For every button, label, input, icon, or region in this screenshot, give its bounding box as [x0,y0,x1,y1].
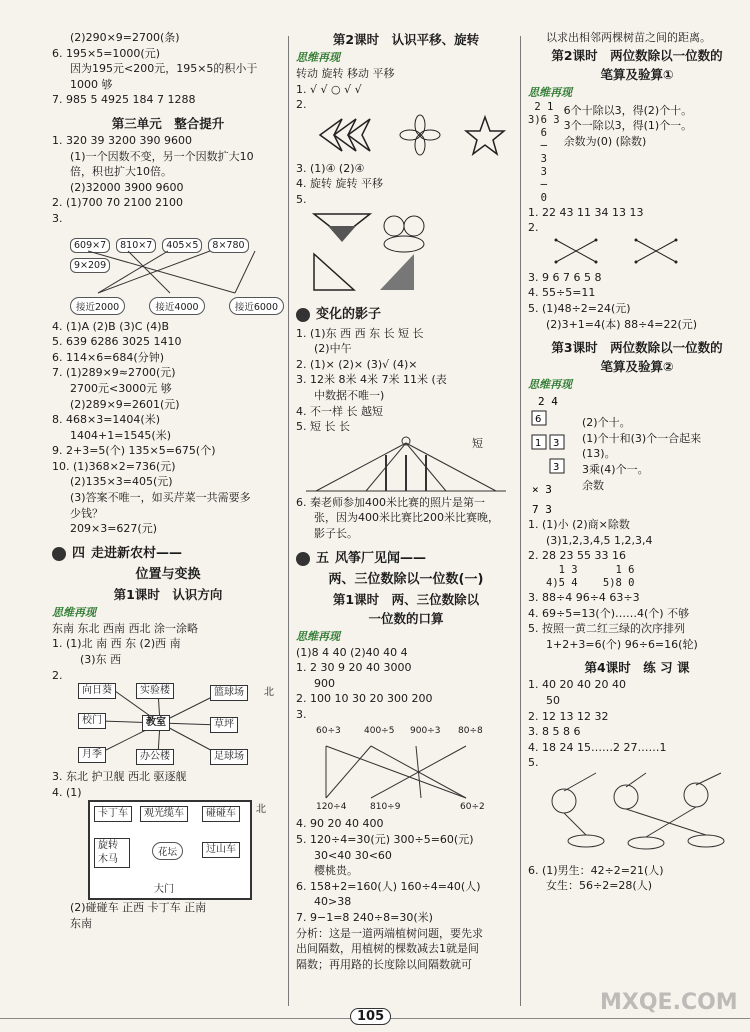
section-tag: 思维再现 [528,378,572,392]
fishing-cats-illustration [536,771,736,859]
text-line: 分析：这是一道两端植树问题，要先求 [296,926,483,940]
text-line: 5. 120÷4=30(元) 300÷5=60(元) [296,833,474,847]
text-line: 4. (1) [52,785,82,799]
cat-label: 400÷5 [364,726,395,737]
text-line: 9. 2+3=5(个) 135×5=675(个) [52,444,216,458]
section-tag: 思维再现 [52,605,96,619]
text-line: (3)1,2,3,4,5 1,2,3,4 [546,533,653,547]
direction-map [70,683,284,769]
text-line: 3. 9 6 7 6 5 8 [528,270,602,284]
map-cell: 向日葵 [78,683,116,699]
estimate-bubble: 接近6000 [229,297,284,315]
text-line: 因为195元<200元，195×5的积小于 [70,62,258,76]
section-header [296,304,516,326]
text-line: 4. 55÷5=11 [528,286,596,300]
long-division-1 [528,101,746,205]
lock-tag: 810×7 [116,238,156,253]
unit-subtitle: 两、三位数除以一位数(一) [328,571,484,587]
text-line: 5. (1)48÷2=24(元) [528,301,631,315]
transform-figures [310,208,490,294]
text-line: 2. 28 23 55 33 16 [528,549,626,563]
text-line: 倍，积也扩大10倍。 [70,165,172,179]
text-line: 1. 40 20 40 20 40 [528,678,626,692]
text-line: 5. [528,756,539,770]
text-line: 209×3=627(元) [70,522,158,536]
unit-title: 走进新农村—— [91,545,183,561]
division-note: (2)个十。 [582,416,631,430]
unit-title: 第三单元 整合提升 [111,115,225,131]
estimate-bubble: 接近2000 [70,297,125,315]
column-2 [296,30,516,972]
svg-text:3: 3 [553,438,560,450]
text-line: (1)一个因数不变，另一个因数扩大10 [70,149,254,163]
division-note: 3乘(4)个一。 [582,462,649,476]
unit-number: 四 [72,545,86,561]
text-line: (1)8 4 40 (2)40 40 4 [296,645,408,659]
text-line: 900 [314,676,335,690]
text-line: (2)碰碰车 正西 卡丁车 正南 [70,901,207,915]
text-line: 1. (1)小 (2)商×除数 [528,518,630,532]
text-line: 7. 985 5 4925 184 7 1288 [52,93,196,107]
text-line: 3. 东北 护卫舰 西北 驱逐舰 [52,770,187,784]
text-line: 1. (1)北 南 西 东 (2)西 南 [52,637,181,651]
map-cell: 足球场 [210,749,248,765]
text-line: 1. (1)东 西 西 东 长 短 长 [296,326,424,340]
text-line: 女生：56÷2=28(人) [546,879,653,893]
text-line: 1. 320 39 3200 390 9600 [52,133,192,147]
text-line: 影子长。 [314,526,358,540]
column-1 [52,30,284,932]
text-line: 6. 114×6=684(分钟) [52,350,164,364]
lesson-title: 第4课时 练 习 课 [584,660,690,676]
text-line: 6. (1)男生：42÷2=21(人) [528,863,664,877]
long-division-2 [528,393,746,517]
text-line: 2. (1)× (2)× (3)√ (4)× [296,357,418,371]
text-line: 4. 18 24 15……2 27……1 [528,740,667,754]
text-line: (2)290×9=2700(条) [70,31,180,44]
text-line: 东南 东北 西南 西北 涂一涂略 [52,621,198,635]
shadow-figure [296,435,516,495]
text-line: 3. 12米 8米 4米 7米 11米 (表 [296,373,447,387]
division-note: 3个一除以3，得(1)个一。 [563,119,693,133]
map-center: 花坛 [152,842,183,860]
text-line: 4. (1)A (2)B (3)C (4)B [52,319,170,333]
text-line: 樱桃贵。 [314,864,358,878]
lesson-title: 第1课时 认识方向 [113,586,223,602]
lock-tag: 405×5 [162,238,202,253]
map-cell: 过山车 [202,842,240,858]
text-line: 1+2+3=6(个) 96÷6=16(轮) [546,637,698,651]
division-note: 余数为(0) (除数) [563,134,647,148]
map-cell: 校门 [78,713,106,729]
text-line: 2. [52,668,63,682]
estimate-bubble: 接近4000 [149,297,204,315]
unit-title: 风筝厂见闻—— [335,550,427,566]
lesson-title: 第3课时 两位数除以一位数的 [551,340,723,356]
text-line: 1. 2 30 9 20 40 3000 [296,661,412,675]
section-tag: 思维再现 [296,51,340,64]
text-line: 3. 88÷4 96÷4 63÷3 [528,590,640,604]
text-line: 2. [296,98,307,112]
division-boxes [528,393,576,517]
svg-text:7 3: 7 3 [532,503,552,517]
text-line: 中数据不唯一) [314,388,385,402]
text-line: 3. (1)④ (2)④ [296,161,365,175]
unit-number: 五 [316,550,330,566]
text-line: 张，因为400米比赛比200米比赛晚， [314,511,499,525]
text-line: 6. 195×5=1000(元) [52,46,160,60]
watermark: MXQE.COM [600,990,738,1015]
text-line: 8. 468×3=1404(米) [52,413,160,427]
lesson-title: 第2课时 两位数除以一位数的 [551,47,723,63]
text-line: 转动 旋转 移动 平移 [296,67,395,80]
column-divider [520,36,521,1006]
text-line: 3. [296,707,307,721]
map-cell: 旋转木马 [94,838,130,868]
text-line: 5. 按照一黄二红三绿的次序排列 [528,622,685,636]
lock-tag: 9×209 [70,258,110,273]
text-line: 3. 8 5 8 6 [528,725,581,739]
text-line: 2. [528,221,539,235]
text-line: 少钱？ [70,506,103,520]
text-line: 7. 9−1=8 240÷8=30(米) [296,911,433,925]
text-line: (2)135×3=405(元) [70,475,173,489]
north-label: 北 [256,804,266,816]
unit-header [296,548,516,570]
cat-label: 60÷2 [460,802,485,813]
cat-label: 810÷9 [370,802,401,813]
text-line: (2)32000 3900 9600 [70,180,184,194]
park-map [88,800,266,900]
section-tag: 思维再现 [528,85,572,99]
text-line: 2. 12 13 12 32 [528,709,609,723]
lesson-title-line2: 笔算及验算① [600,66,674,82]
text-line: 4. 69÷5=13(个)……4(个) 不够 [528,606,690,620]
text-line: 出间隔数，用植树的棵数减去1就是间 [296,942,479,956]
map-cell: 办公楼 [136,749,174,765]
map-cell: 篮球场 [210,685,248,701]
text-line: (2)289×9=2601(元) [70,397,180,411]
rotation-figures [310,113,510,157]
lesson-title-line2: 笔算及验算② [600,359,674,375]
division-work: 2 1 3)6 3 6 ─ 3 3 ─ 0 [528,100,560,204]
text-line: (2)中午 [314,342,352,356]
map-center: 教室 [142,715,170,731]
text-line: 隔数；再用路的长度除以间隔数就可 [296,957,472,971]
matching-lines [70,249,284,295]
map-cell: 碰碰车 [202,806,240,822]
text-line: 7. (1)289×9≈2700(元) [52,366,176,380]
text-line: 40>38 [314,895,352,909]
lesson-title: 第2课时 认识平移、旋转 [332,32,480,47]
map-cell: 观光缆车 [140,806,188,822]
svg-text:6: 6 [535,414,542,426]
lesson-title-line2: 一位数的口算 [368,610,444,626]
section-title: 变化的影子 [316,306,382,322]
text-line: 1. √ √ ○ √ √ [296,82,362,96]
cat-label: 900÷3 [410,726,441,737]
text-line: 5. 短 长 长 [296,420,350,434]
text-line: 50 [546,693,560,707]
unit-header [52,543,284,565]
text-line: 2700元<3000元 够 [70,381,172,395]
lock-tag: 8×780 [208,238,248,253]
text-line: 以求出相邻两棵树苗之间的距离。 [546,31,711,44]
column-3 [528,30,746,894]
text-line: (2)3+1=4(本) 88÷4=22(元) [546,317,698,331]
division-note: 余数 [582,478,604,492]
map-cell: 卡丁车 [94,806,132,822]
answer-word: 短 [472,436,483,450]
north-label: 北 [264,687,274,699]
text-line: 2. (1)700 70 2100 2100 [52,196,184,210]
text-line: 6. 158+2=160(人) 160÷4=40(人) [296,879,481,893]
cat-matching-figure [296,722,516,816]
text-line: 10. (1)368×2=736(元) [52,459,176,473]
svg-text:2 4: 2 4 [538,395,558,409]
svg-text:× 3: × 3 [532,483,552,497]
division-work: 1 3 1 6 4)5 4 5)8 0 [546,563,635,589]
map-cell: 月季 [78,747,106,763]
text-line: 5. 639 6286 3025 1410 [52,335,182,349]
bird-icon [296,308,310,322]
kite-icon [52,547,66,561]
text-line: 1000 够 [70,77,113,91]
section-tag: 思维再现 [296,629,340,643]
map-cell: 草坪 [210,717,238,733]
svg-text:3: 3 [553,462,560,474]
text-line: 6. 秦老师参加400米比赛的照片是第一 [296,495,485,509]
text-line: 东南 [70,917,92,930]
gate-label: 大门 [154,884,174,896]
division-note: (13)。 [582,447,616,461]
lock-tag: 609×7 [70,238,110,253]
lesson-title: 第1课时 两、三位数除以 [332,591,480,607]
cat-label: 60÷3 [316,726,341,737]
svg-text:1: 1 [535,438,542,450]
matching-lines [546,236,706,266]
cat-label: 120÷4 [316,802,347,813]
division-note: 6个十除以3，得(2)个十。 [563,103,693,117]
text-line: 4. 不一样 长 越短 [296,404,383,418]
text-line: (3)答案不唯一，如买芹菜一共需要多 [70,491,251,505]
division-note: (1)个十和(3)个一合起来 [582,431,702,445]
cat-label: 80÷8 [458,726,483,737]
text-line: 1404+1=1545(米) [70,428,172,442]
text-line: 3. [52,211,63,225]
map-cell: 实验楼 [136,683,174,699]
text-line: 4. 旋转 旋转 平移 [296,177,383,191]
column-divider [288,36,289,1006]
matching-figure [70,227,284,319]
text-line: 2. 100 10 30 20 300 200 [296,692,433,706]
text-line: 4. 90 20 40 400 [296,817,384,831]
page-number: 105 [350,1008,391,1025]
kite-icon [296,552,310,566]
unit-subtitle: 位置与变换 [135,566,201,582]
text-line: (3)东 西 [80,653,122,667]
text-line: 5. [296,192,307,206]
text-line: 1. 22 43 11 34 13 13 [528,205,644,219]
text-line: 30<40 30<60 [314,848,392,862]
